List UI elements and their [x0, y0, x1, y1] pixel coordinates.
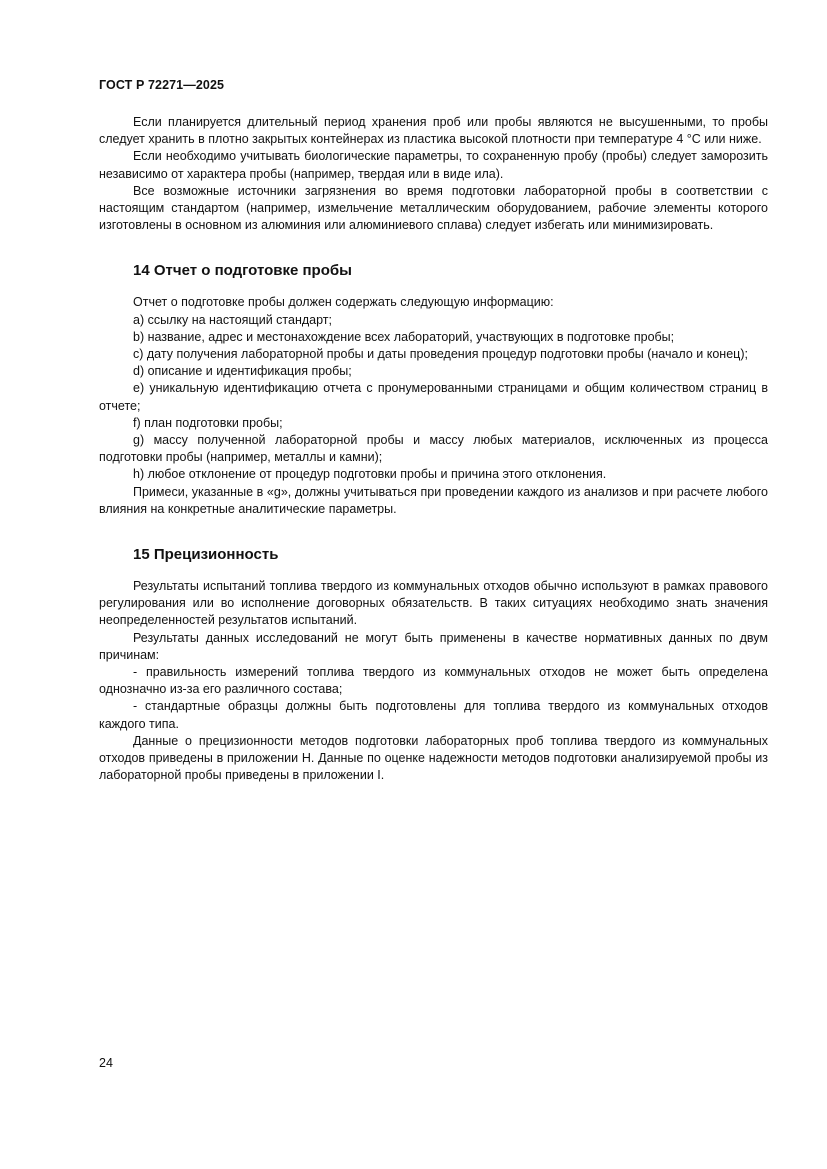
paragraph-biological: Если необходимо учитывать биологические параметры, то сохраненную пробу (пробы) следует заморозить независимо от характера пробы (например, твердая или в виде ила).	[99, 149, 768, 181]
list-item-h: h) любое отклонение от процедур подготовки пробы и причина этого отклонения.	[133, 467, 607, 482]
reason-item-1: - правильность измерений топлива твердого из коммунальных отходов не может быть определена однозначно из-за его различного состава;	[99, 665, 768, 697]
paragraph-precision-data: Данные о прецизионности методов подготовки лабораторных проб топлива твердого из коммунальных отходов приведены в приложении Н. Данные по оценке надежности методов подготовки анализируемой пробы из лабораторной пробы приведены в приложении I.	[99, 733, 768, 783]
list-item-c: c) дату получения лабораторной пробы и даты проведения процедур подготовки пробы (начало и конец);	[133, 347, 748, 362]
list-item-g: g) массу полученной лабораторной пробы и массу любых материалов, исключенных из процесса подготовки пробы (например, металлы и камни);	[99, 433, 768, 465]
page-content	[99, 114, 768, 785]
list-item-f: f) план подготовки пробы;	[133, 415, 283, 430]
list-item-a: a) ссылку на настоящий стандарт;	[133, 312, 332, 327]
section-14-heading: 14 Отчет о подготовке пробы	[133, 262, 352, 280]
section-14-note: Примеси, указанные в «g», должны учитываться при проведении каждого из анализов и при расчете любого влияния на конкретные аналитические параметры.	[99, 484, 768, 516]
section-14-lead: Отчет о подготовке пробы должен содержать следующую информацию:	[133, 295, 554, 310]
paragraph-storage: Если планируется длительный период хранения проб или пробы являются не высушенными, то пробы следует хранить в плотно закрытых контейнерах из пластика высокой плотности при температуре 4 °С или ниже.	[99, 115, 768, 147]
paragraph-contamination: Все возможные источники загрязнения во время подготовки лабораторной пробы в соответствии с настоящим стандартом (например, измельчение металлическим оборудованием, рабочие элементы которого изготовлены в основном из алюминия или алюминиевого сплава) следует избегать или минимизировать.	[99, 183, 768, 233]
reason-item-2: - стандартные образцы должны быть подготовлены для топлива твердого из коммунальных отходов каждого типа.	[99, 699, 768, 731]
paragraph-test-results: Результаты испытаний топлива твердого из коммунальных отходов обычно используют в рамках правового регулирования или во исполнение договорных обязательств. В таких ситуациях необходимо знать значения неопределенностей результатов испытаний.	[99, 579, 768, 628]
list-item-b: b) название, адрес и местонахождение всех лабораторий, участвующих в подготовке пробы;	[133, 329, 675, 344]
paragraph-reasons: Результаты данных исследований не могут быть применены в качестве нормативных данных по двум причинам:	[99, 630, 768, 662]
list-item-e: e) уникальную идентификацию отчета с пронумерованными страницами и общим количеством страниц в отчете;	[99, 381, 768, 413]
document-standard-id: ГОСТ Р 72271—2025	[99, 78, 225, 92]
list-item-d: d) описание и идентификация пробы;	[133, 364, 352, 379]
page-number: 24	[99, 1056, 113, 1070]
section-15-heading: 15 Прецизионность	[133, 546, 279, 564]
